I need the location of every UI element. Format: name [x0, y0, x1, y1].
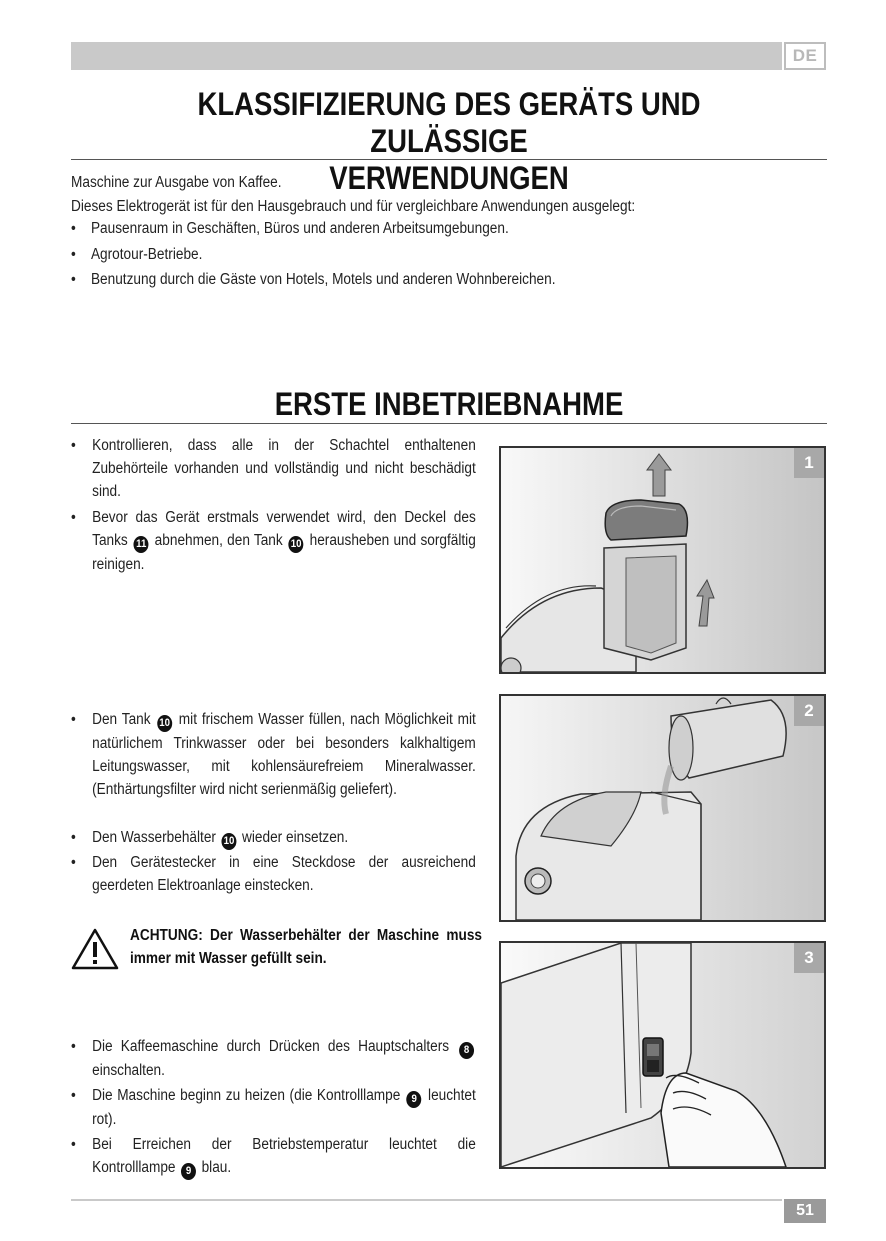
figure-2-panel [499, 694, 826, 922]
instruction-bullet: • Den Wasserbehälter 10 wieder einsetzen. [71, 826, 476, 850]
warning-triangle-icon [70, 927, 120, 971]
figure-1-panel [499, 446, 826, 674]
footer-rule [71, 1199, 782, 1201]
section-title-first-use: ERSTE INBETRIEBNAHME [274, 386, 624, 422]
component-number-badge: 10 [289, 536, 304, 553]
title-rule [71, 423, 827, 424]
header-bar [71, 42, 782, 70]
instruction-bullet: • Bevor das Gerät erstmals verwendet wird, den Deckel des Tanks 11 abnehmen, den Tank 10 herausheben und sorgfältig reinigen. [71, 509, 476, 573]
intro-line-1: Maschine zur Ausgabe von Kaffee. [71, 174, 282, 191]
language-badge: DE [784, 42, 826, 70]
component-number-badge: 11 [134, 536, 149, 553]
instruction-bullet: • Die Kaffeemaschine durch Drücken des Hauptschalters 8 einschalten. [71, 1035, 476, 1082]
figure-number: 3 [794, 943, 824, 973]
usage-bullet: • Benutzung durch die Gäste von Hotels, Motels und anderen Wohnbereichen. [71, 271, 556, 288]
main-switch-press-illustration [501, 943, 824, 1167]
component-number-badge: 8 [459, 1042, 474, 1059]
page-number: 51 [784, 1199, 826, 1223]
figure-3-panel [499, 941, 826, 1169]
component-number-badge: 10 [222, 833, 237, 850]
title-rule [71, 159, 827, 160]
instruction-bullet: • Bei Erreichen der Betriebstemperatur leuchtet die Kontrolllampe 9 blau. [71, 1133, 476, 1180]
tank-filling-illustration [501, 696, 824, 920]
instruction-bullet: • Den Tank 10 mit frischem Wasser füllen, nach Möglichkeit mit natürlichem Trinkwasser oder bei besonders kalkhaltigem Leitungswasser, mit kohlensäurefreiem Mineralwasser. (Enthärtungsfilter wird nicht serienmäßig geliefert). [71, 711, 476, 798]
usage-bullet: • Agrotour-Betriebe. [71, 246, 203, 263]
figure-number: 2 [794, 696, 824, 726]
component-number-badge: 9 [181, 1163, 196, 1180]
warning-text: ACHTUNG: Der Wasserbehälter der Maschine muss immer mit Wasser gefüllt sein. [130, 927, 482, 967]
component-number-badge: 10 [157, 715, 172, 732]
section-title-classification: KLASSIFIZIERUNG DES GERÄTS UND ZULÄSSIGE VERWENDUNGEN [197, 86, 701, 196]
usage-bullet: • Pausenraum in Geschäften, Büros und anderen Arbeitsumgebungen. [71, 220, 509, 237]
figure-number: 1 [794, 448, 824, 478]
tank-lid-removal-illustration [501, 448, 824, 672]
component-number-badge: 9 [407, 1091, 422, 1108]
instruction-bullet: • Den Gerätestecker in eine Steckdose der ausreichend geerdeten Elektroanlage einstecken. [71, 854, 476, 894]
instruction-bullet: • Die Maschine beginn zu heizen (die Kontrolllampe 9 leuchtet rot). [71, 1087, 476, 1128]
intro-line-2: Dieses Elektrogerät ist für den Hausgebrauch und für vergleichbare Anwendungen ausgelegt: [71, 198, 636, 215]
instruction-bullet: • Kontrollieren, dass alle in der Schachtel enthaltenen Zubehörteile vorhanden und vollständig und nicht beschädigt sind. [71, 437, 476, 500]
